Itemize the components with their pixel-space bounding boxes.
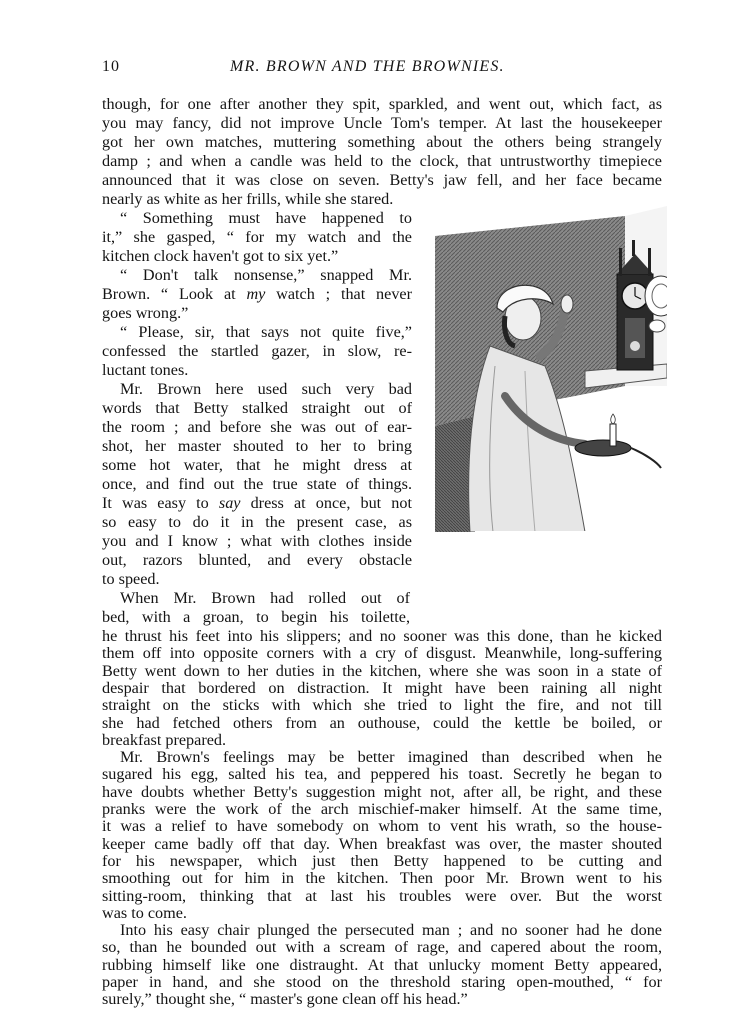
running-title: MR. BROWN AND THE BROWNIES.: [230, 58, 505, 75]
text-line: was to come.: [102, 903, 187, 922]
text-line: When Mr. Brown had rolled out of: [120, 589, 410, 607]
text-line: despair that bordered on distraction. It might have been raining all night: [102, 678, 662, 697]
text-line: announced that it was close on seven. Betty's jaw fell, and her face became: [102, 171, 662, 189]
text-line: nearly as white as her frills, while she stared.: [102, 190, 394, 208]
illustration-betty-with-candle: [435, 196, 667, 532]
text-line: once, and find out the true state of things.: [102, 475, 412, 493]
text-line: confessed the startled gazer, in slow, re-: [102, 342, 412, 360]
text-line: it,” she gasped, “ for my watch and the: [102, 228, 412, 246]
text-line: the room ; and before she was out of ear-: [102, 418, 412, 436]
page-header: [102, 58, 672, 82]
text-line: sitting-room, thinking that at last his troubles were over. But the worst: [102, 886, 662, 905]
text-line: he thrust his feet into his slippers; and no sooner was this done, than he kicked: [102, 627, 662, 645]
text-line: out, razors blunted, and every obstacle: [102, 551, 412, 569]
text-line: breakfast prepared.: [102, 730, 227, 749]
text-line: paper in hand, and she stood on the threshold staring open-mouthed, “ for: [102, 973, 662, 991]
text-line: damp ; and when a candle was held to the clock, that untrustworthy timepiece: [102, 152, 662, 170]
text-line: surely,” thought she, “ master's gone clean off his head.”: [102, 990, 468, 1009]
text-line: Brown. “ Look at my watch ; that never: [102, 285, 412, 303]
text-line: “ Please, sir, that says not quite five,”: [120, 323, 412, 341]
text-line: Betty went down to her duties in the kitchen, where she was soon in a state of: [102, 661, 662, 680]
text-line: though, for one after another they spit, sparkled, and went out, which fact, as: [102, 95, 662, 113]
text-line: to speed.: [102, 570, 160, 588]
text-line: rubbing himself like one distraught. At that unlucky moment Betty appeared,: [102, 955, 662, 974]
text-line: luctant tones.: [102, 361, 189, 379]
text-line: you may fancy, did not improve Uncle Tom's temper. At last the housekeeper: [102, 114, 662, 132]
text-line: it was a relief to have somebody on whom to vent his wrath, so the house-: [102, 817, 662, 836]
text-line: pranks were the work of the arch mischief-maker himself. At the same time,: [102, 800, 662, 818]
text-line: kitchen clock haven't got to six yet.”: [102, 247, 339, 265]
text-line: Into his easy chair plunged the persecuted man ; and no sooner had he done: [120, 921, 662, 940]
text-line: have doubts whether Betty's suggestion might not, after all, be right, and these: [102, 782, 662, 801]
text-line: for his newspaper, which just then Betty happened to be cutting and: [102, 851, 662, 870]
text-line: straight on the sticks with which she tried to light the fire, and not till: [102, 696, 662, 715]
text-line: “ Something must have happened to: [120, 209, 412, 227]
text-line: got her own matches, muttering something about the others being strangely: [102, 133, 662, 151]
text-line: sugared his egg, salted his tea, and peppered his toast. Secretly he began to: [102, 765, 662, 784]
text-line: goes wrong.”: [102, 304, 189, 322]
page-number: 10: [102, 58, 120, 75]
text-line: she had fetched others from an outhouse, could the kettle be boiled, or: [102, 713, 662, 732]
text-line: so, than he bounded out with a scream of rage, and capered about the room,: [102, 938, 662, 957]
text-line: Mr. Brown here used such very bad: [120, 380, 412, 398]
text-line: some hot water, that he might dress at: [102, 456, 412, 474]
text-line: Mr. Brown's feelings may be better imagined than described when he: [120, 748, 662, 767]
text-line: “ Don't talk nonsense,” snapped Mr.: [120, 266, 412, 284]
text-line: them off into opposite corners with a cry of disgust. Meanwhile, long-suffering: [102, 644, 662, 663]
text-line: you and I know ; what with clothes inside: [102, 532, 412, 550]
text-line: words that Betty stalked straight out of: [102, 399, 412, 417]
text-line: keeper came badly off that day. When breakfast was over, the master shouted: [102, 834, 662, 853]
text-line: bed, with a groan, to begin his toilette,: [102, 608, 410, 626]
text-line: smoothing out for him in the kitchen. Then poor Mr. Brown went to his: [102, 869, 662, 888]
text-line: so easy to do it in the present case, as: [102, 513, 412, 531]
text-line: It was easy to say dress at once, but not: [102, 494, 412, 512]
text-line: shot, her master shouted to her to bring: [102, 437, 412, 455]
